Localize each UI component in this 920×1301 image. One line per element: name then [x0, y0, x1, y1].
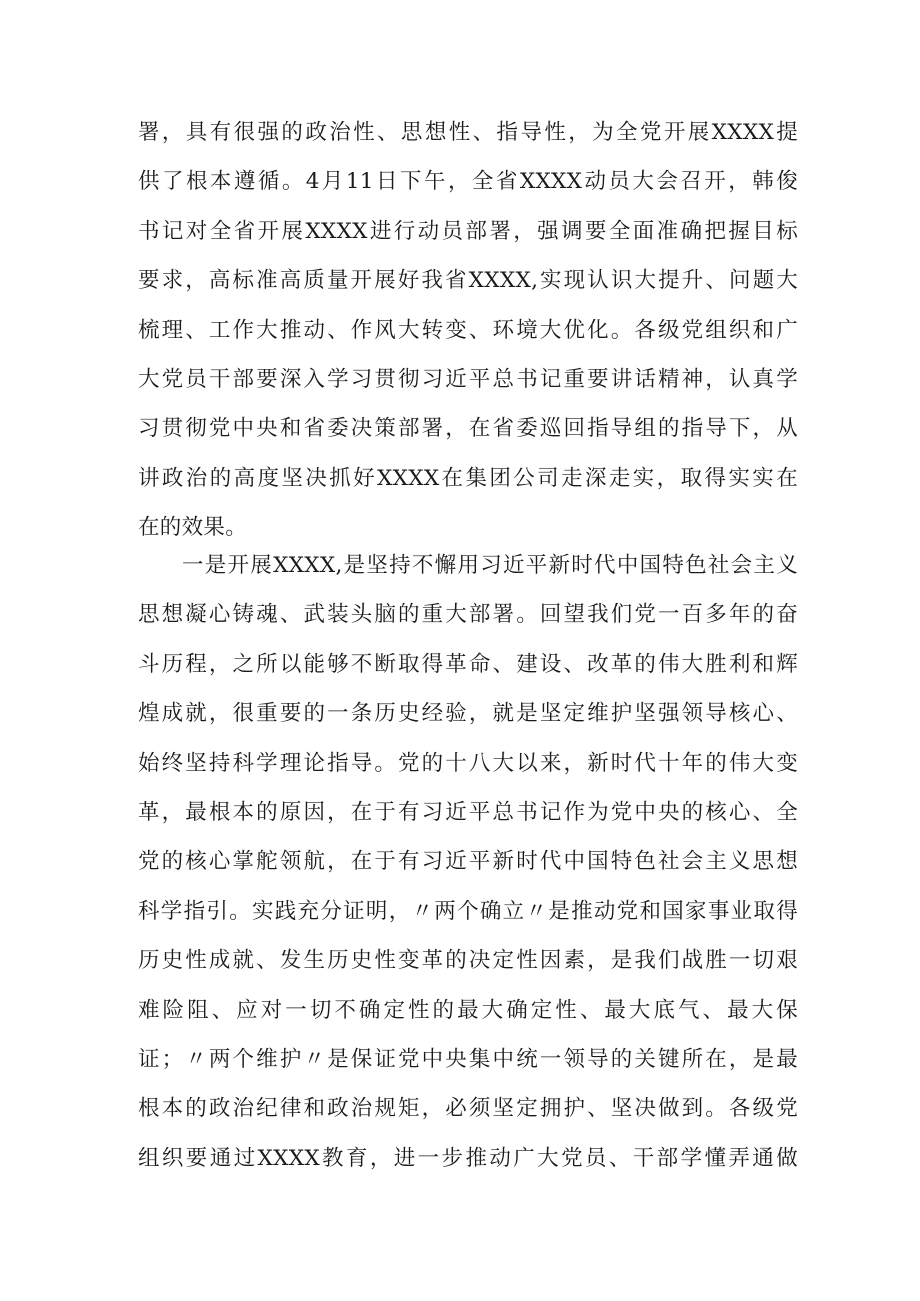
text-line: 供了根本遵循。4月11日下午，全省XXXX动员大会召开，韩俊: [138, 169, 798, 195]
text-line: 科学指引。实践充分证明，〃两个确立〃是推动党和国家事业取得: [138, 898, 798, 924]
text-line: 要求，高标准高质量开展好我省XXXX,实现认识大提升、问题大: [138, 268, 798, 294]
text-line: 讲政治的高度坚决抓好XXXX在集团公司走深走实，取得实实在: [138, 465, 798, 491]
text-line: 大党员干部要深入学习贯彻习近平总书记重要讲话精神，认真学: [138, 366, 798, 392]
text-line: 思想凝心铸魂、武装头脑的重大部署。回望我们党一百多年的奋: [138, 602, 798, 628]
text-line: 署，具有很强的政治性、思想性、指导性，为全党开展XXXX提: [138, 120, 798, 145]
text-line: 根本的政治纪律和政治规矩，必须坚定拥护、坚决做到。各级党: [138, 1096, 798, 1122]
text-line: 证；〃两个维护〃是保证党中央集中统一领导的关键所在，是最: [138, 1046, 798, 1072]
text-line: 书记对全省开展XXXX进行动员部署，强调要全面准确把握目标: [138, 218, 798, 244]
text-line: 斗历程，之所以能够不断取得革命、建设、改革的伟大胜利和辉: [138, 651, 798, 677]
text-line: 梳理、工作大推动、作风大转变、环境大优化。各级党组织和广: [138, 317, 798, 343]
text-line: 始终坚持科学理论指导。党的十八大以来，新时代十年的伟大变: [138, 750, 798, 776]
text-line: 难险阻、应对一切不确定性的最大确定性、最大底气、最大保: [138, 997, 798, 1023]
paragraph-2: [138, 541, 798, 1183]
text-line: 煌成就，很重要的一条历史经验，就是坚定维护坚强领导核心、: [138, 701, 798, 727]
text-line: 历史性成就、发生历史性变革的决定性因素，是我们战胜一切艰: [138, 948, 798, 974]
text-line: 一是开展XXXX,是坚持不懈用习近平新时代中国特色社会主义: [182, 553, 798, 578]
paragraph-1: [138, 108, 798, 553]
text-line: 习贯彻党中央和省委决策部署，在省委巡回指导组的指导下，从: [138, 416, 798, 442]
text-line: 党的核心掌舵领航，在于有习近平新时代中国特色社会主义思想: [138, 849, 798, 875]
text-line: 革，最根本的原因，在于有习近平总书记作为党中央的核心、全: [138, 799, 798, 825]
text-line: 组织要通过XXXX教育，进一步推动广大党员、干部学懂弄通做: [138, 1145, 798, 1171]
text-line: 在的效果。: [138, 515, 248, 541]
